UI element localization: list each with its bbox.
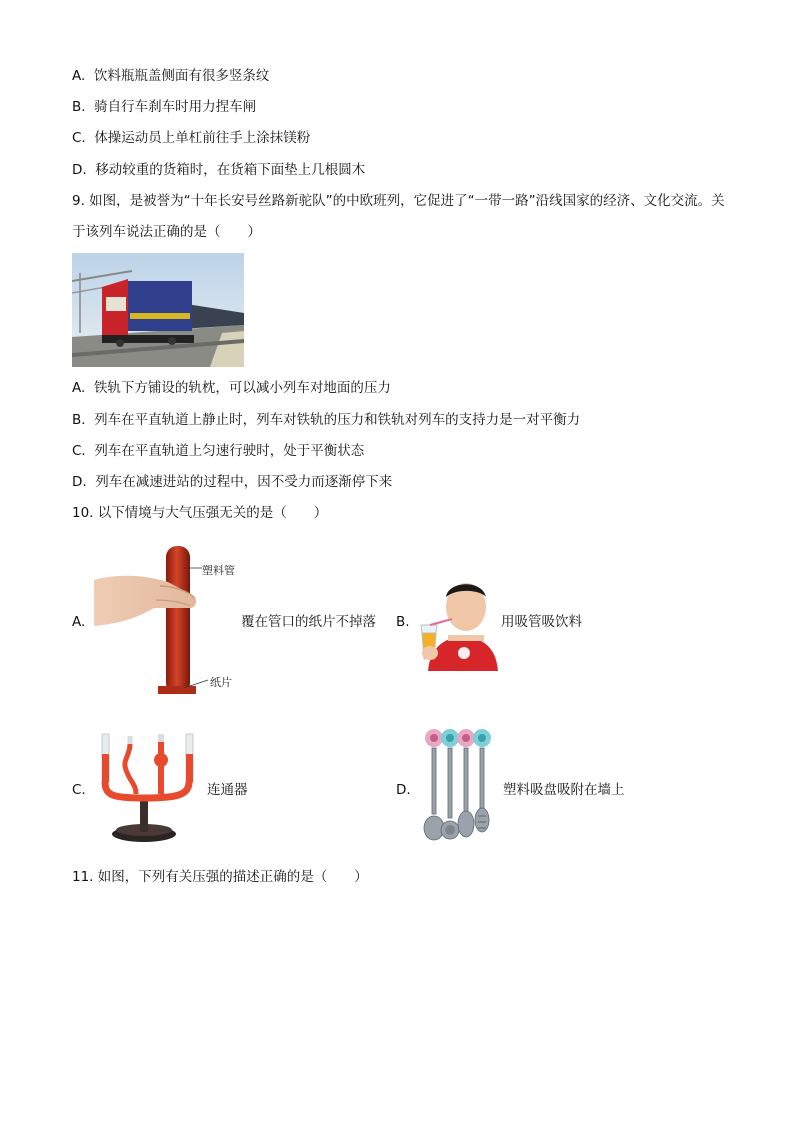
q10-option-b-letter: B. [396, 614, 410, 630]
q8-option-b: B. 骑自行车刹车时用力捏车闸 [72, 99, 257, 115]
suction-hooks-photo-icon [420, 724, 496, 846]
q8-option-a: A. 饮料瓶瓶盖侧面有很多竖条纹 [72, 68, 270, 84]
connected-vessel-photo-icon [92, 730, 202, 844]
boy-drinking-photo-icon [418, 575, 500, 671]
q10-option-a-letter: A. [72, 614, 86, 630]
q10-option-c-letter: C. [72, 782, 86, 798]
q9-option-a: A. 铁轨下方铺设的轨枕，可以减小列车对地面的压力 [72, 380, 391, 396]
caption-plastic-tube: 塑料管 [202, 564, 235, 577]
q9-option-c: C. 列车在平直轨道上匀速行驶时，处于平衡状态 [72, 443, 365, 459]
train-photo-icon [72, 253, 244, 367]
q9-stem: 9. 如图，是被誉为“十年长安号丝路新驼队”的中欧班列，它促进了“一带一路”沿线国家的经济、文化交流。关于该列车说法正确的是（ ） [72, 193, 725, 240]
q9-option-b: B. 列车在平直轨道上静止时，列车对铁轨的压力和铁轨对列车的支持力是一对平衡力 [72, 412, 581, 428]
caption-paper: 纸片 [210, 676, 232, 689]
q10-option-b-text: 用吸管吸饮料 [501, 614, 582, 630]
q10-stem: 10. 以下情境与大气压强无关的是（ ） [72, 505, 328, 521]
q10-option-a-text: 覆在管口的纸片不掉落 [241, 614, 376, 630]
q8-option-c: C. 体操运动员上单杠前往手上涂抹镁粉 [72, 130, 311, 146]
q10-option-c-text: 连通器 [207, 782, 248, 798]
q11-stem: 11. 如图，下列有关压强的描述正确的是（ ） [72, 869, 368, 885]
q8-option-d: D. 移动较重的货箱时，在货箱下面垫上几根圆木 [72, 162, 366, 178]
q10-option-d-letter: D. [396, 782, 411, 798]
q10-option-d-text: 塑料吸盘吸附在墙上 [503, 782, 625, 798]
q9-option-d: D. 列车在减速进站的过程中，因不受力而逐渐停下来 [72, 474, 393, 490]
